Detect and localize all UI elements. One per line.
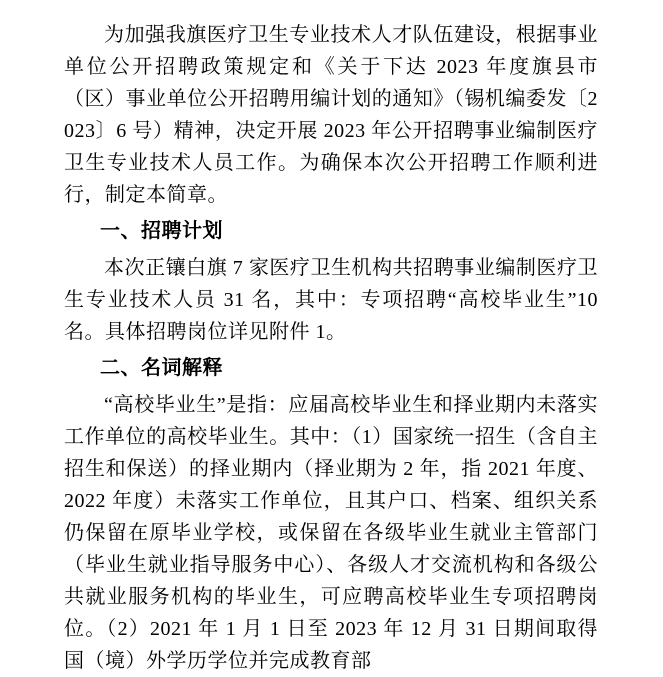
paragraph-terminology-definition: “高校毕业生”是指：应届高校毕业生和择业期内未落实工作单位的高校毕业生。其中：（1）国家统一招生（含自主招生和保送）的择业期内（择业期为 2 年，指 2021 年度、2022 年度）未落实工作单位，且其户口、档案、组织关系仍保留在原毕业学校，或保留在各级毕业生就业主管部门（毕业生就业指导服务中心）、各级人才交流机构和各级公共就业服务机构的毕业生，可应聘高校毕业生专项招聘岗位。（2）2021 年 1 月 1 日至 2023 年 12 月 31 日期间取得国（境）外学历学位并完成教育部 — [64, 394, 598, 672]
paragraph-intro: 为加强我旗医疗卫生专业技术人才队伍建设，根据事业单位公开招聘政策规定和《关于下达 2023 年度旗县市（区）事业单位公开招聘用编计划的通知》（锡机编委发〔2023〕6 号）精神，决定开展 2023 年公开招聘事业编制医疗卫生专业技术人员工作。为确保本次公开招聘工作顺利进行，制定本简章。 — [64, 24, 598, 206]
section-heading-terminology: 二、名词解释 — [100, 357, 223, 379]
section-heading-recruitment-plan: 一、招聘计划 — [100, 220, 223, 242]
paragraph-recruitment-plan: 本次正镶白旗 7 家医疗卫生机构共招聘事业编制医疗卫生专业技术人员 31 名，其中：专项招聘“高校毕业生”10 名。具体招聘岗位详见附件 1。 — [64, 257, 598, 343]
